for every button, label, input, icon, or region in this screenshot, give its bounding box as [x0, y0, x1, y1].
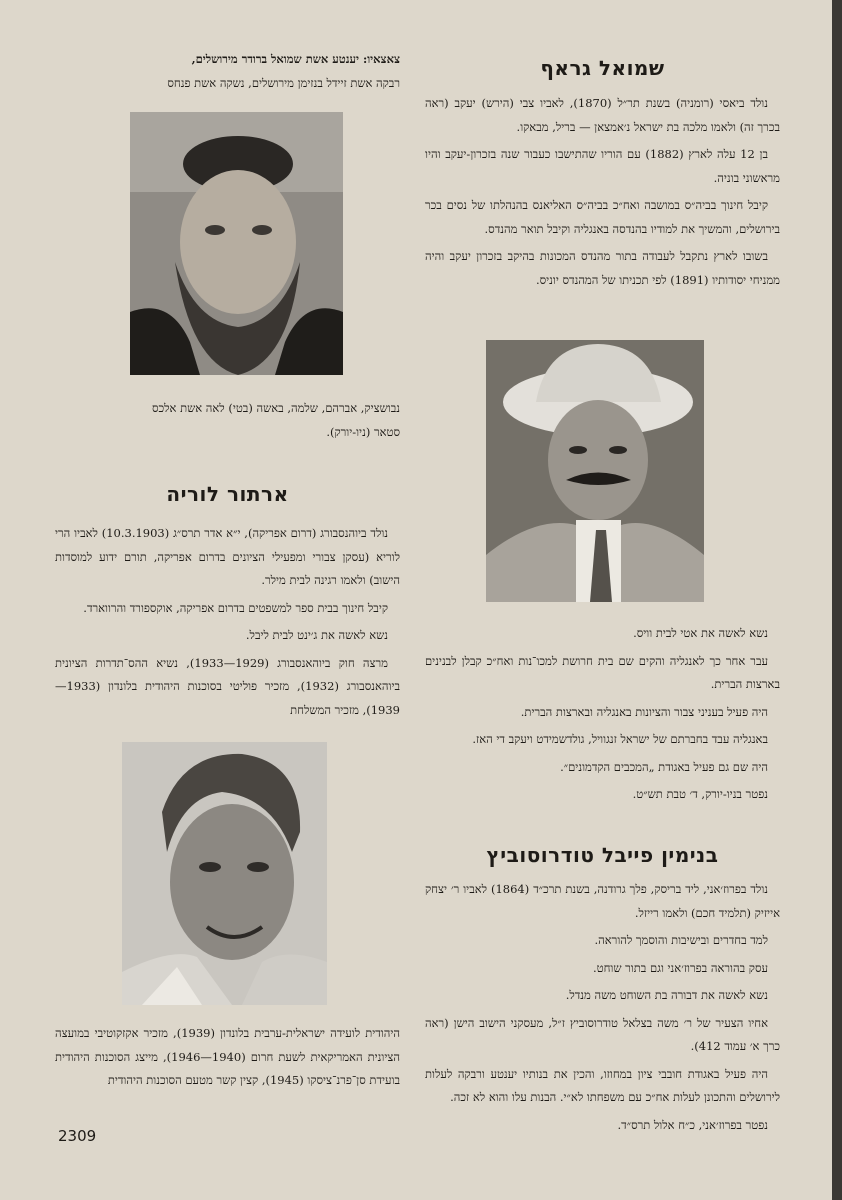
todrosovich-bio [425, 878, 780, 1141]
lurie-title: ארתור לוריה [166, 482, 289, 506]
todrosovich-paragraph: היה פעיל באגודת חובבי ציון במחוזו, והכין את בנותיו יענטע ורבקה לעלות לירושלים והתכונן לעלות אח״כ עם משפחתו לא״י. הבנות עלו והוא לא זכה. [425, 1066, 780, 1104]
left-top-line-1: צאצאיו: יענטע אשת שמואל ברודר מירושלים, [191, 52, 400, 66]
graf-continued-paragraph: היה שם גם פעיל באגודת „המכבים הקדמונים״. [560, 759, 768, 774]
left-caption-line-2: סטאר (ניו-יורק). [326, 424, 400, 439]
left-top-text [55, 48, 400, 95]
todrosovich-paragraph: אחיו הצעיר של ר׳ משה בצלאל טודרוסוביץ ז״ל, מעסקני הישוב הישן (ראה כרך א׳ עמוד 412). [425, 1015, 780, 1053]
graf-continued-paragraph: נשא לאשה את אטי לבית וויס. [633, 626, 768, 640]
lurie-bio [55, 522, 400, 726]
graf-paragraph: נולד ביאסי (רומניה) בשנת תר״ל (1870), לאביו צבי (הירש) יעקב (ראה בכרך זה) ולאמו מלכה בת ישראל נ׳אמצאן — בריל, מבאקו. [425, 96, 780, 134]
graf-continued-paragraph: נפטר בניו-יורק, ד׳ טבת תש״ט. [632, 787, 768, 801]
graf-bio-continued [425, 622, 780, 811]
todrosovich-paragraph: נולד בפרוז׳אני, ליד בריסק, פלך גרודנה, בשנת תרכ״ד (1864) לאביו ר׳ יצחק אייזיק (תלמיד חכם) ולאמו רייזל. [425, 882, 780, 920]
page-number: 2309 [58, 1127, 97, 1145]
todrosovich-paragraph: למד בחדרים ובישיבות והוסמך להוראה. [594, 933, 768, 947]
portrait-arthur-lurie [122, 742, 327, 1005]
lurie-bio-continued [55, 1022, 400, 1097]
todrosovich-paragraph: נשא לאשה את דבורה בת השוחט משה מנדל. [565, 988, 768, 1002]
scan-edge [832, 0, 842, 1200]
graf-paragraph: בשובו לארץ נתקבל לעבודה בתור מהנדס המכונות בהיקב בזכרון יעקב והיה ממניחי יסודותיו (1891) לפי תכניתו של המהנדס יוניס. [425, 249, 780, 287]
todrosovich-paragraph: נפטר בפרוז׳אני, כ״ח אלול תרס״ד. [617, 1117, 768, 1132]
todrosovich-paragraph: עסק בהוראה בפרוז׳אני וגם בתור שוחט. [593, 960, 768, 975]
graf-paragraph: קיבל חינוך בביה״ס במושבה ואח״כ בביה״ס האליאנס בהנהלתו של נסים בכר בירושלים, והמשיך את למודיו בהנדסה באנגליה וקיבל תואר מהנדס. [425, 198, 780, 236]
left-top-line-2: רבקה אשת זיידל בנזימן מירושלים, נשקה אשת פנחס [167, 75, 400, 90]
lurie-paragraph: מרצה חוק ביוהאנסבורג (1929—1933), נשיא ההס־תדרות הציונית ביוהאנסבורג (1932), מזכיר פוליטי בסוכנות היהודית בלונדון (1933—1939), מזכיר המשלחת [55, 655, 401, 717]
graf-continued-paragraph: היה פעיל בעניני צבור והציונות באנגליה ובארצות הברית. [520, 704, 768, 719]
graf-bio [425, 92, 780, 296]
graf-title: שמואל גראף [540, 56, 665, 80]
left-caption [55, 397, 400, 444]
lurie-paragraph: קיבל חינוך בבית ספר למשפטים בדרום אפריקה, אוקספורד והרווארד. [83, 600, 388, 615]
graf-continued-paragraph: עבר אחר כך לאנגליה והקים שם בית חרושת למכו־נות ואח״כ קבלן לבנינים בארצות הברית. [425, 653, 780, 691]
graf-paragraph: בן 12 עלה לארץ (1882) עם הוריו שהתישבו כעבור שנה בזכרון-יעקב והיו מראשוני בוניה. [425, 147, 780, 185]
left-caption-line-1: נבושציק, אברהם, שלמה, באשה (בטי) לאה אשת אלכס [151, 401, 400, 415]
portrait-shmuel-graf [486, 340, 704, 602]
portrait-bearded-man [130, 112, 343, 375]
lurie-continued-paragraph: היהודית לועידה ישראלית-ערבית בלונדון (1939), מזכיר אקזקוטיבי במועצה הציונית האמריקאית לשעת חרום (1940—1946), מייצג הסוכנות היהודית בועידת סן־פרנ־ציסקו (1945), קצין קשר מטעם הסוכנות היהודית [55, 1026, 400, 1087]
lurie-paragraph: נשא לאשה את ג׳ינט לבית ליבל. [245, 628, 388, 642]
todrosovich-title: בנימין פייבל טודרוסוביץ [486, 843, 719, 867]
graf-continued-paragraph: באנגליה עבד בחברתם של ישראל זנגוויל, גולדשמידט ויעקב די האז. [472, 732, 768, 746]
lurie-paragraph: נולד ביוהנסבורג (דרום אפריקה), י״א אדר תרס״ג (10.3.1903) לאביו הרי לוריא (עסקן צבורי ומפעילי הציונים בדרום אפריקה, תורם ידוע למוסדות הישוב) ולאמו רגינה לבית מילר. [55, 526, 400, 587]
